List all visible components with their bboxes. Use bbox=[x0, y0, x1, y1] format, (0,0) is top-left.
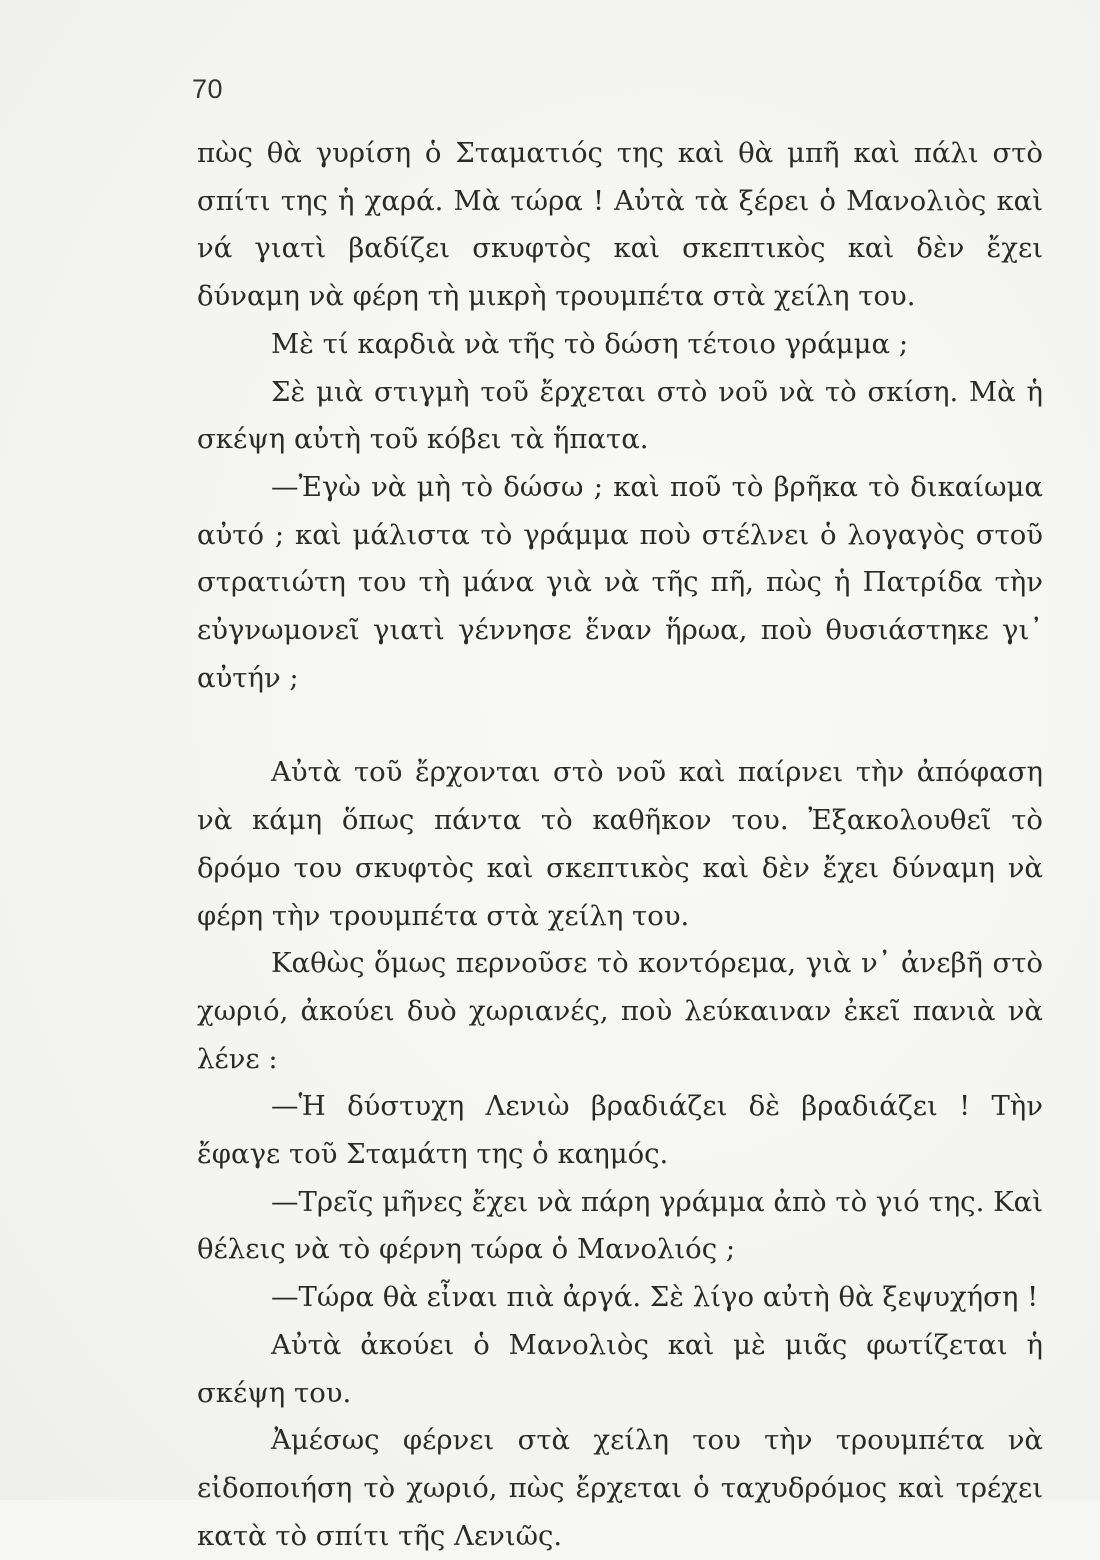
paragraph: Μὲ τί καρδιὰ νὰ τῆς τὸ δώση τέτοιο γράμμα ; bbox=[271, 327, 909, 360]
body-text bbox=[197, 130, 1043, 1560]
paragraph: Καθὼς ὅμως περνοῦσε τὸ κοντόρεμα, γιὰ ν᾽ ἀνεβῆ στὸ χωριό, ἀκούει δυὸ χωριανές, ποὺ λεύκαιναν ἐκεῖ πανιὰ νὰ λένε : bbox=[197, 947, 1043, 1075]
paragraph: —Τρεῖς μῆνες ἔχει νὰ πάρη γράμμα ἀπὸ τὸ γιό της. Καὶ θέλεις νὰ τὸ φέρνη τώρα ὁ Μανολιός ; bbox=[197, 1185, 1043, 1266]
paragraph: πὼς θὰ γυρίση ὁ Σταματιός της καὶ θὰ μπῆ καὶ πάλι στὸ σπίτι της ἡ χαρά. Μὰ τώρα ! Αὐτὰ τὰ ξέρει ὁ Μανολιὸς καὶ νά γιατὶ βαδίζει σκυφτὸς καὶ σκεπτικὸς καὶ δὲν ἔχει δύναμη νὰ φέρη τὴ μικρὴ τρουμπέτα στὰ χείλη του. bbox=[197, 137, 1043, 313]
paragraph: —Τώρα θὰ εἶναι πιὰ ἀργά. Σὲ λίγο αὐτὴ θὰ ξεψυχήση ! bbox=[271, 1281, 1039, 1314]
paragraph: —Ἡ δύστυχη Λενιὼ βραδιάζει δὲ βραδιάζει ! Τὴν ἔφαγε τοῦ Σταμάτη της ὁ καημός. bbox=[197, 1090, 1043, 1171]
paragraph: Σὲ μιὰ στιγμὴ τοῦ ἔρχεται στὸ νοῦ νὰ τὸ σκίση. Μὰ ἡ σκέψη αὐτὴ τοῦ κόβει τὰ ἥπατα. bbox=[197, 375, 1043, 456]
page-number: 70 bbox=[192, 74, 224, 104]
paragraph: Αὐτὰ ἀκούει ὁ Μανολιὸς καὶ μὲ μιᾶς φωτίζεται ἡ σκέψη του. bbox=[197, 1328, 1043, 1409]
paragraph: —Ἐγὼ νὰ μὴ τὸ δώσω ; καὶ ποῦ τὸ βρῆκα τὸ δικαίωμα αὐτό ; καὶ μάλιστα τὸ γράμμα ποὺ στέλνει ὁ λογαγὸς στοῦ στρατιώτη του τὴ μάνα γιὰ νὰ τῆς πῆ, πὼς ἡ Πατρίδα τὴν εὐγνωμονεῖ γιατὶ γέννησε ἕναν ἥρωα, ποὺ θυσιάστηκε γι᾽ αὐτήν ; bbox=[197, 470, 1043, 694]
paragraph: Αὐτὰ τοῦ ἔρχονται στὸ νοῦ καὶ παίρνει τὴν ἀπόφαση νὰ κάμη ὅπως πάντα τὸ καθῆκον του. Ἐξακολουθεῖ τὸ δρόμο του σκυφτὸς καὶ σκεπτικὸς καὶ δὲν ἔχει δύναμη νὰ φέρη τὴν τρουμπέτα στὰ χείλη του. bbox=[197, 756, 1043, 932]
paragraph: Ἀμέσως φέρνει στὰ χείλη του τὴν τρουμπέτα νὰ εἰδοποιήση τὸ χωριό, πὼς ἔρχεται ὁ ταχυδρόμος καὶ τρέχει κατὰ τὸ σπίτι τῆς Λενιῶς. bbox=[197, 1424, 1043, 1552]
